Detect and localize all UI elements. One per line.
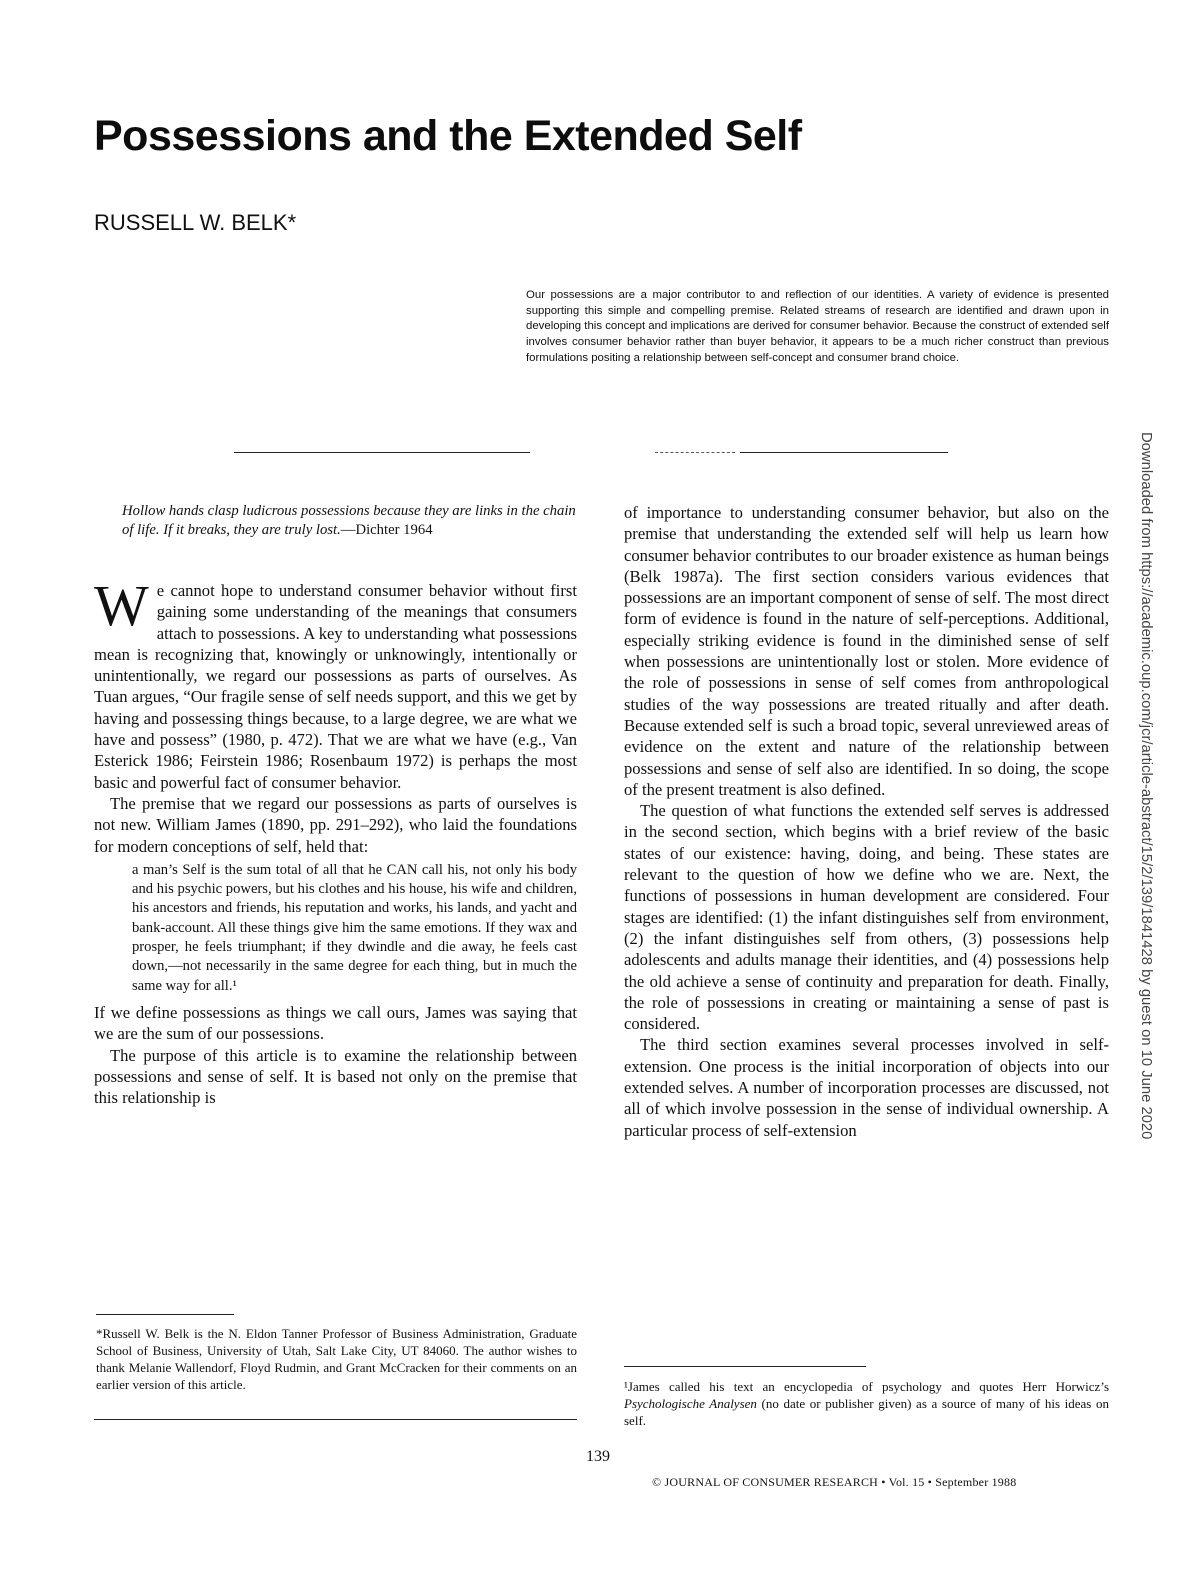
- epigraph-text: Hollow hands clasp ludicrous possessions because they are links in the chain of life. If it breaks, they are truly lost.: [122, 503, 576, 538]
- left-column: [94, 502, 577, 1108]
- divider-right: [740, 452, 948, 453]
- footnote-rule-left: [96, 1314, 234, 1315]
- author-name: RUSSELL W. BELK*: [94, 210, 297, 235]
- page-number: 139: [586, 1448, 610, 1465]
- paragraph: The purpose of this article is to examine the relationship between possessions and sense of self. It is based not only on the premise that this relationship is: [94, 1045, 577, 1108]
- drop-cap: W: [94, 573, 149, 638]
- paragraph: The third section examines several processes involved in self-extension. One process is the initial incorporation of objects into our extended selves. A number of incorporation processes are discussed, not all of which involve possession in the sense of individual ownership. A particular process of self-extension: [624, 1035, 1109, 1140]
- footnote-1-text-end: (no date or publisher given) as a source of many of his ideas on self.: [624, 1396, 1109, 1428]
- footnote-bottom-rule: [94, 1419, 577, 1420]
- epigraph: [122, 502, 577, 540]
- intro-paragraph: [94, 573, 577, 793]
- paragraph: The question of what functions the extended self serves is addressed in the second section, which begins with a brief review of the basic states of our existence: having, doing, and being. These states are relevant to the question of how we define who we are. Next, the functions of possessions in human development are considered. Four stages are identified: (1) the infant distinguishes self from environment, (2) the infant distinguishes self from others, (3) possessions help adolescents and adults manage their identities, and (4) possessions help the old achieve a sense of continuity and preparation for death. Finally, the role of possessions in creating or maintaining a sense of past is considered.: [624, 801, 1109, 1034]
- footnote-rule-right: [624, 1366, 866, 1367]
- divider-dashes: [655, 452, 735, 453]
- footnote-1: [624, 1378, 1109, 1429]
- footnote-1-title: Psychologische Analysen: [624, 1396, 757, 1411]
- epigraph-source: —Dichter 1964: [340, 522, 433, 538]
- paragraph: If we define possessions as things we call ours, James was saying that we are the sum of our possessions.: [94, 1002, 577, 1044]
- right-column: [624, 502, 1109, 1141]
- divider-left: [234, 452, 530, 453]
- abstract: Our possessions are a major contributor to and reflection of our identities. A variety of evidence is presented supporting this simple and compelling premise. Related streams of research are identified and drawn upon in developing this concept and implications are derived for consumer behavior. Because the construct of extended self involves consumer behavior rather than buyer behavior, it appears to be a much richer construct than previous formulations positing a relationship between self-concept and consumer brand choice.: [526, 289, 1109, 364]
- download-watermark: Downloaded from https://academic.oup.com/jcr/article-abstract/15/2/139/1841428 by guest on 10 June 2020: [1138, 432, 1154, 1140]
- article-title: Possessions and the Extended Self: [94, 112, 802, 160]
- block-quote: a man’s Self is the sum total of all that he CAN call his, not only his body and his psychic powers, but his clothes and his house, his wife and children, his ancestors and friends, his reputation and works, his lands, and yacht and bank-account. All these things give him the same emotions. If they wax and prosper, he feels triumphant; if they dwindle and die away, he feels cast down,—not necessarily in the same degree for each thing, but in much the same way for all.¹: [132, 861, 577, 994]
- paragraph: The premise that we regard our possessions as parts of ourselves is not new. William James (1890, pp. 291–292), who laid the foundations for modern conceptions of self, held that:: [94, 793, 577, 856]
- paragraph: of importance to understanding consumer behavior, but also on the premise that understanding the extended self will help us learn how consumer behavior contributes to our broader existence as human beings (Belk 1987a). The first section considers various evidences that possessions are an important component of sense of self. The most direct form of evidence is found in the nature of self-perceptions. Additional, especially striking evidence is found in the diminished sense of self when possessions are unintentionally lost or stolen. More evidence of the role of possessions in sense of self comes from anthropological studies of the way possessions are treated ritually and after death. Because extended self is such a broad topic, several unreviewed areas of evidence on the extent and nature of the relationship between possessions and sense of self also are identified. In so doing, the scope of the present treatment is also defined.: [624, 503, 1109, 799]
- journal-citation: © JOURNAL OF CONSUMER RESEARCH • Vol. 15 • September 1988: [652, 1475, 1017, 1489]
- footnote-1-text: ¹James called his text an encyclopedia of psychology and quotes Herr Horwicz’s: [624, 1379, 1109, 1394]
- intro-text: e cannot hope to understand consumer behavior without first gaining some understanding of the meanings that consumers attach to possessions. A key to understanding what possessions mean is recognizing that, knowingly or unknowingly, intentionally or unintentionally, we regard our possessions as parts of ourselves. As Tuan argues, “Our fragile sense of self needs support, and this we get by having and possessing things because, to a large degree, we are what we have and possess” (1980, p. 472). That we are what we have (e.g., Van Esterick 1986; Feirstein 1986; Rosenbaum 1972) is perhaps the most basic and powerful fact of consumer behavior.: [94, 581, 577, 792]
- author-footnote: *Russell W. Belk is the N. Eldon Tanner Professor of Business Administration, Graduate School of Business, University of Utah, Salt Lake City, UT 84060. The author wishes to thank Melanie Wallendorf, Floyd Rudmin, and Grant McCracken for their comments on an earlier version of this article.: [96, 1326, 577, 1392]
